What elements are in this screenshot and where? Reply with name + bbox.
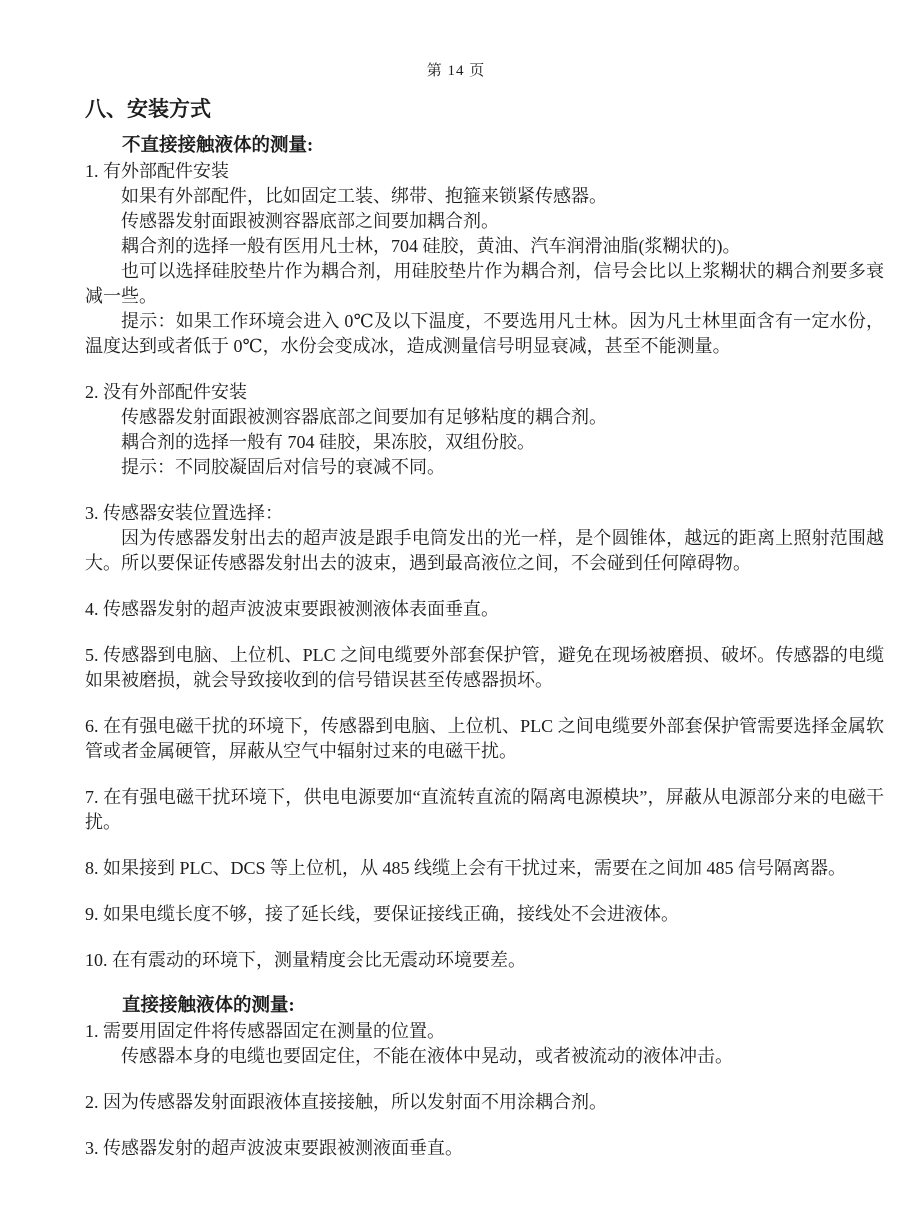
list-item xyxy=(85,948,884,973)
paragraph: 提示：不同胶凝固后对信号的衰减不同。 xyxy=(121,457,445,477)
paragraph: 5. 传感器到电脑、上位机、PLC 之间电缆要外部套保护管，避免在现场被磨损、破坏。传感器的电缆如果被磨损，就会导致接收到的信号错误甚至传感器损坏。 xyxy=(85,645,884,690)
paragraph: 6. 在有强电磁干扰的环境下，传感器到电脑、上位机、PLC 之间电缆要外部套保护管需要选择金属软管或者金属硬管，屏蔽从空气中辐射过来的电磁干扰。 xyxy=(85,716,884,761)
list-item xyxy=(85,597,884,622)
paragraph: 提示：如果工作环境会进入 0℃及以下温度，不要选用凡士林。因为凡士林里面含有一定水份，温度达到或者低于 0℃，水份会变成冰，造成测量信号明显衰减，甚至不能测量。 xyxy=(85,311,884,356)
list-item xyxy=(85,902,884,927)
paragraph: 10. 在有震动的环境下，测量精度会比无震动环境要差。 xyxy=(85,950,526,970)
paragraph: 4. 传感器发射的超声波波束要跟被测液体表面垂直。 xyxy=(85,599,499,619)
paragraph: 1. 有外部配件安装 xyxy=(85,161,229,181)
paragraph: 也可以选择硅胶垫片作为耦合剂，用硅胶垫片作为耦合剂，信号会比以上浆糊状的耦合剂要多衰减一些。 xyxy=(85,261,884,306)
list-item xyxy=(85,1090,884,1115)
list-item xyxy=(85,501,884,576)
paragraph: 2. 没有外部配件安装 xyxy=(85,382,247,402)
paragraph: 3. 传感器安装位置选择： xyxy=(85,503,283,523)
list-item xyxy=(85,1019,884,1069)
paragraph: 3. 传感器发射的超声波波束要跟被测液面垂直。 xyxy=(85,1138,463,1158)
list-item xyxy=(85,643,884,693)
list-item xyxy=(85,1136,884,1161)
section-heading: 直接接触液体的测量: xyxy=(122,996,295,1016)
document-title: 八、安装方式 xyxy=(85,97,211,121)
paragraph: 8. 如果接到 PLC、DCS 等上位机，从 485 线缆上会有干扰过来，需要在之间加 485 信号隔离器。 xyxy=(85,858,847,878)
paragraph: 耦合剂的选择一般有 704 硅胶，果冻胶，双组份胶。 xyxy=(121,432,535,452)
list-item xyxy=(85,785,884,835)
paragraph: 耦合剂的选择一般有医用凡士林，704 硅胶，黄油、汽车润滑油脂(浆糊状的)。 xyxy=(121,236,741,256)
section-heading: 不直接接触液体的测量: xyxy=(122,136,314,156)
page-number: 第 14 页 xyxy=(426,63,486,79)
paragraph: 传感器发射面跟被测容器底部之间要加有足够粘度的耦合剂。 xyxy=(121,407,607,427)
paragraph: 传感器发射面跟被测容器底部之间要加耦合剂。 xyxy=(121,211,499,231)
paragraph: 传感器本身的电缆也要固定住，不能在液体中晃动，或者被流动的液体冲击。 xyxy=(121,1046,733,1066)
list-item xyxy=(85,856,884,881)
paragraph: 1. 需要用固定件将传感器固定在测量的位置。 xyxy=(85,1021,445,1041)
list-item xyxy=(85,714,884,764)
section-1 xyxy=(85,994,884,1161)
list-item xyxy=(85,159,884,359)
paragraph: 因为传感器发射出去的超声波是跟手电筒发出的光一样，是个圆锥体，越远的距离上照射范围越大。所以要保证传感器发射出去的波束，遇到最高液位之间，不会碰到任何障碍物。 xyxy=(85,528,884,573)
paragraph: 9. 如果电缆长度不够，接了延长线，要保证接线正确，接线处不会进液体。 xyxy=(85,904,679,924)
paragraph: 2. 因为传感器发射面跟液体直接接触，所以发射面不用涂耦合剂。 xyxy=(85,1092,607,1112)
document-body xyxy=(85,134,884,1161)
paragraph: 如果有外部配件，比如固定工装、绑带、抱箍来锁紧传感器。 xyxy=(121,186,607,206)
list-item xyxy=(85,380,884,480)
paragraph: 7. 在有强电磁干扰环境下，供电电源要加“直流转直流的隔离电源模块”，屏蔽从电源部分来的电磁干扰。 xyxy=(85,787,884,832)
section-0 xyxy=(85,134,884,973)
